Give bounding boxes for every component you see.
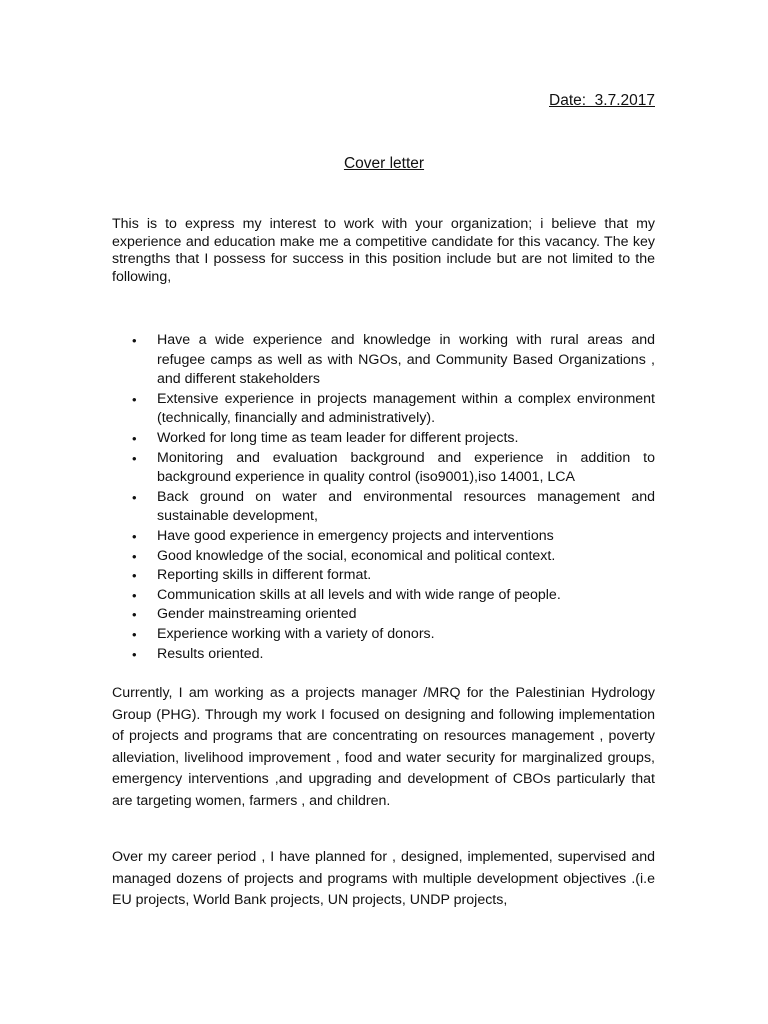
list-item-text: Reporting skills in different format. <box>157 567 372 584</box>
intro-paragraph: This is to express my interest to work with your organization; i believe that my experience and education make me a competitive candidate for this vacancy. The key strengths that I possess for success in this position include but are not limited to the following, <box>112 216 655 285</box>
list-item-text: Have good experience in emergency projects and interventions <box>157 527 554 544</box>
list-item-text: Have a wide experience and knowledge in working with rural areas and refugee camps as well as with NGOs, and Community Based Organizations , and different stakeholders <box>157 332 655 388</box>
list-item-text: Extensive experience in projects management within a complex environment (technically, financially and administratively). <box>157 390 655 427</box>
list-item <box>112 429 655 449</box>
career-paragraph: Over my career period , I have planned for , designed, implemented, supervised and managed dozens of projects and programs with multiple development objectives .(i.e EU projects, World Bank projects, UN projects, UNDP projects, <box>112 849 655 909</box>
list-item-text: Experience working with a variety of donors. <box>157 625 435 642</box>
list-item <box>112 527 655 547</box>
list-item <box>112 547 655 567</box>
bullet-icon: • <box>132 587 137 603</box>
bullet-icon: • <box>132 646 137 662</box>
list-item-text: Monitoring and evaluation background and experience in addition to background experience in quality control (iso9001),iso 14001, LCA <box>157 449 655 486</box>
list-item-text: Gender mainstreaming oriented <box>157 606 357 623</box>
list-item <box>112 566 655 586</box>
bullet-icon: • <box>132 333 137 348</box>
bullet-icon: • <box>132 548 137 564</box>
letter-date: Date: 3.7.2017 <box>549 92 655 109</box>
list-item-text: Back ground on water and environmental resources management and sustainable development, <box>157 488 655 525</box>
list-item <box>112 605 655 625</box>
bullet-icon: • <box>132 391 137 407</box>
bullet-icon: • <box>132 450 137 466</box>
list-item-text: Good knowledge of the social, economical and political context. <box>157 547 556 564</box>
list-item-text: Results oriented. <box>157 645 264 662</box>
list-item <box>112 645 655 665</box>
current-role-paragraph: Currently, I am working as a projects manager /MRQ for the Palestinian Hydrology Group (PHG). Through my work I focused on designing and following implementation of projects and programs that are concentrating on resources management , poverty alleviation, livelihood improvement , food and water security for marginalized groups, emergency interventions ,and upgrading and development of CBOs particularly that are targeting women, farmers , and children. <box>112 685 655 809</box>
list-item-text: Worked for long time as team leader for different projects. <box>157 429 519 446</box>
list-item <box>112 331 655 390</box>
list-item <box>112 488 655 527</box>
bullet-icon: • <box>132 489 137 505</box>
bullet-icon: • <box>132 568 137 584</box>
bullet-icon: • <box>132 626 137 642</box>
bullet-icon: • <box>132 430 137 446</box>
list-item-text: Communication skills at all levels and with wide range of people. <box>157 586 561 603</box>
letter-title: Cover letter <box>343 155 425 172</box>
list-item <box>112 390 655 429</box>
bullet-icon: • <box>132 607 137 623</box>
strengths-list <box>112 331 655 664</box>
bullet-icon: • <box>132 528 137 544</box>
list-item <box>112 449 655 488</box>
list-item <box>112 586 655 606</box>
list-item <box>112 625 655 645</box>
